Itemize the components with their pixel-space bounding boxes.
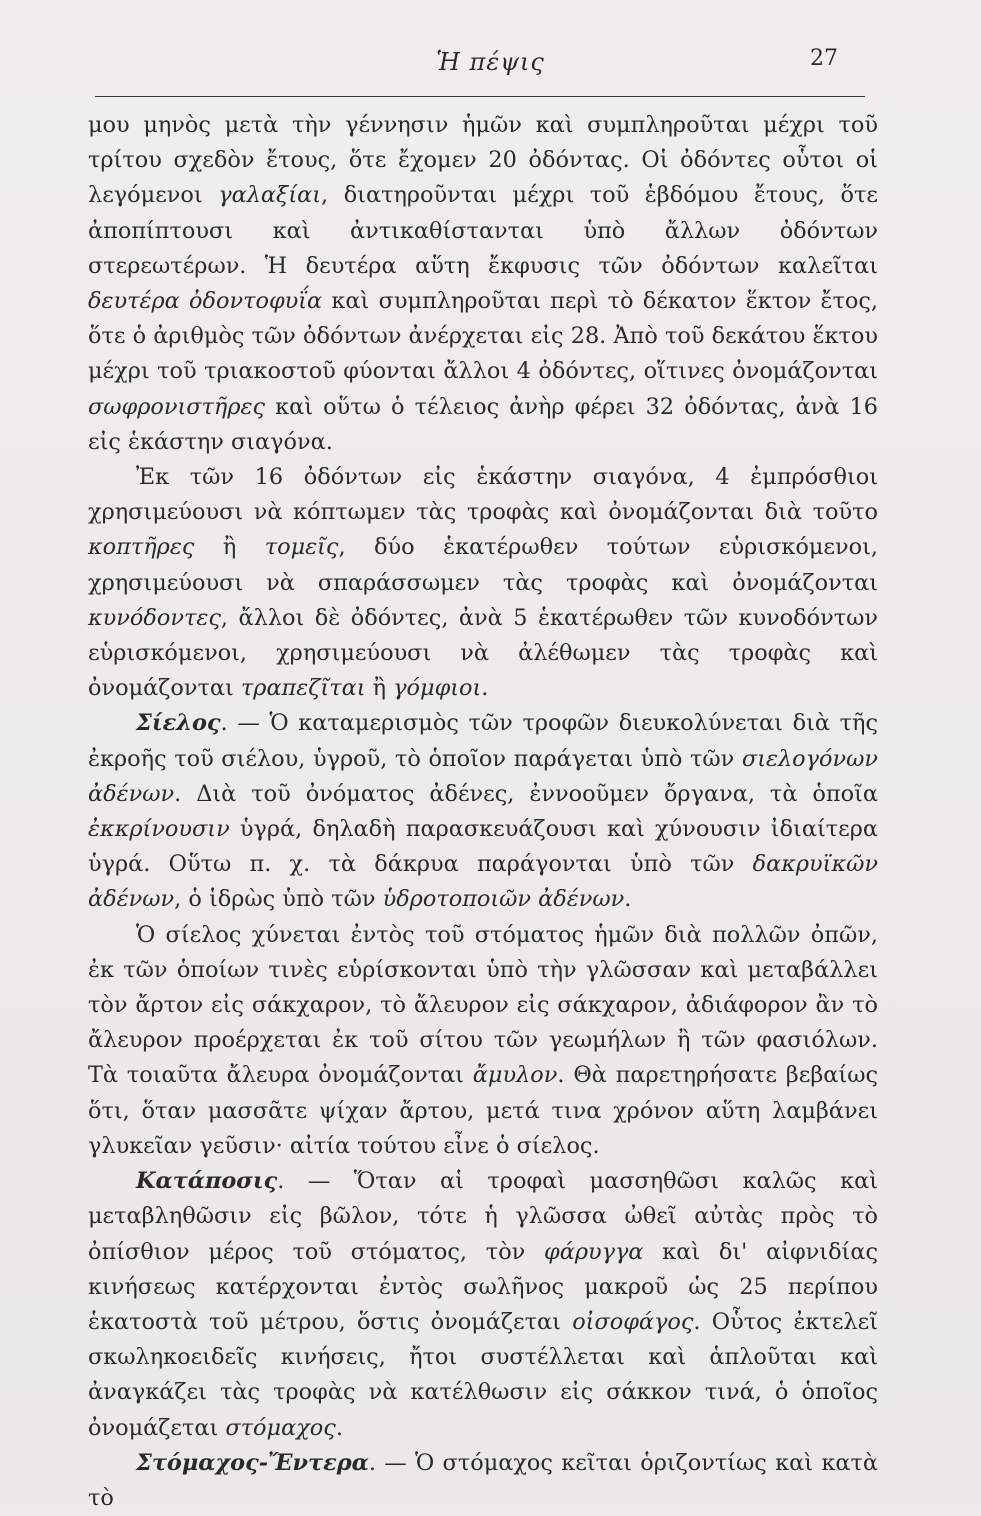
running-title: Ἡ πέψις <box>436 48 545 76</box>
paragraph-saliva <box>88 706 878 917</box>
text-run: Ἐκ τῶν 16 ὀδόντων εἰς ἑκάστην σιαγόνα, 4 ἐμπρόσθιοι χρησιμεύουσι νὰ κόπτωμεν τὰς τροφὰς καὶ ὀνομάζονται διὰ τοῦτο <box>88 464 878 526</box>
body-text <box>88 108 878 1516</box>
text-run: ἢ <box>194 534 265 561</box>
italic-term: σωφρονιστῆρες <box>88 393 266 420</box>
italic-term: ἐκκρίνουσιν <box>88 816 230 843</box>
italic-term: σιελογόνων ἀδένων <box>88 745 878 807</box>
text-run: . — Ὅταν αἱ τροφαὶ μασσηθῶσι καλῶς καὶ μεταβληθῶσιν εἰς βῶλον, τότε ἡ γλῶσσα ὠθεῖ αὐτὰς πρὸς τὸ ὀπίσθιον μέρος τοῦ στόματος, τὸν <box>88 1168 878 1265</box>
italic-term: γόμφιοι <box>393 675 482 702</box>
italic-term: ἄμυλον <box>472 1062 558 1089</box>
text-run: . <box>481 675 489 702</box>
section-heading: Σίελος <box>136 710 221 737</box>
italic-term: τομεῖς <box>264 534 339 561</box>
paragraph-stomach <box>88 1446 878 1516</box>
italic-term: στόμαχος <box>225 1414 336 1441</box>
paragraph-saliva-action <box>88 918 878 1164</box>
text-run: ἢ <box>365 675 394 702</box>
paragraph-teeth-continued <box>88 108 878 460</box>
text-run: . — Ὁ καταμερισμὸς τῶν τροφῶν διευκολύνεται διὰ τῆς ἐκροῆς τοῦ σιέλου, ὑγροῦ, τὸ ὁποῖον παράγεται ὑπὸ τῶν <box>88 710 878 772</box>
text-run: , διατηροῦνται μέχρι τοῦ ἑβδόμου ἔτους, ὅτε ἀποπίπτουσι καὶ ἀντικαθίστανται ὑπὸ ἄλλων ὀδόντων στερεωτέρων. Ἡ δευτέρα αὕτη ἔκφυσις τῶν ὀδόντων καλεῖται <box>88 182 879 279</box>
italic-term: γαλαξίαι <box>218 182 322 209</box>
italic-term: δακρυϊκῶν ἀδένων <box>88 851 878 913</box>
text-run: , δύο ἑκατέρωθεν τούτων εὑρισκόμενοι, χρησιμεύουσι νὰ σπαράσσωμεν τὰς τροφὰς καὶ ὀνομάζονται <box>88 534 878 596</box>
text-run: . <box>335 1414 343 1441</box>
text-run: . — Ὁ στόμαχος κεῖται ὁριζοντίως καὶ κατὰ τὸ <box>88 1449 878 1511</box>
italic-term: δευτέρα ὀδοντοφυΐα <box>88 288 323 315</box>
text-run: Ὁ σίελος χύνεται ἐντὸς τοῦ στόματος ἡμῶν διὰ πολλῶν ὀπῶν, ἐκ τῶν ὁποίων τινὲς εὑρίσκονται ὑπὸ τὴν γλῶσσαν καὶ μεταβάλλει τὸν ἄρτον εἰς σάκχαρον, τὸ ἄλευρον εἰς σάκχαρον, ἀδιάφορον ἂν τὸ ἄλευρον προέρχεται ἐκ τοῦ σίτου τῶν γεωμήλων ἢ τῶν φασιόλων. Τὰ τοιαῦτα ἄλευρα ὀνομάζονται <box>88 921 878 1089</box>
text-run: ὑγρά, δηλαδὴ παρασκευάζουσι καὶ χύνουσιν ἰδιαίτερα ὑγρά. Οὕτω π. χ. τὰ δάκρυα παράγονται ὑπὸ τῶν <box>88 816 878 878</box>
text-run: καὶ οὕτω ὁ τέλειος ἀνὴρ φέρει 32 ὀδόντας, ἀνὰ 16 εἰς ἑκάστην σιαγόνα. <box>88 393 878 455</box>
header-rule <box>95 96 865 97</box>
italic-term: τραπεζῖται <box>240 675 366 702</box>
page-number: 27 <box>810 46 838 71</box>
paragraph-swallowing <box>88 1164 878 1446</box>
text-run: . Οὗτος ἐκτελεῖ σκωληκοειδεῖς κινήσεις, ἤτοι συστέλλεται καὶ ἁπλοῦται καὶ ἀναγκάζει τὰς τροφὰς νὰ κατέλθωσιν εἰς σάκκον τινά, ὁ ὁποῖος ὀνομάζεται <box>88 1308 878 1441</box>
text-run: καὶ συμπληροῦται περὶ τὸ δέκατον ἕκτον ἔτος, ὅτε ὁ ἀριθμὸς τῶν ὀδόντων ἀνέρχεται εἰς 28. Ἀπὸ τοῦ δεκάτου ἕκτου μέχρι τοῦ τριακοστοῦ φύονται ἄλλοι 4 ὀδόντες, οἵτινες ὀνομάζονται <box>88 288 878 385</box>
text-run: . <box>624 886 632 913</box>
italic-term: οἰσοφάγος <box>572 1308 694 1335</box>
text-run: καὶ δι' αἰφνιδίας κινήσεως κατέρχονται ἐντὸς σωλῆνος μακροῦ ὡς 25 περίπου ἑκατοστὰ τοῦ μέτρου, ὅστις ὀνομάζεται <box>88 1238 878 1335</box>
section-heading: Στόμαχος-Ἔντερα <box>136 1449 369 1476</box>
text-run: , ἄλλοι δὲ ὀδόντες, ἀνὰ 5 ἑκατέρωθεν τῶν κυνοδόντων εὑρισκόμενοι, χρησιμεύουσι νὰ ἀλέθωμεν τὰς τροφὰς καὶ ὀνομάζονται <box>88 604 878 702</box>
paragraph-teeth-types <box>88 460 878 706</box>
text-run: . Διὰ τοῦ ὀνόματος ἀδένες, ἐννοοῦμεν ὄργανα, τὰ ὁποῖα <box>174 780 878 807</box>
italic-term: κυνόδοντες <box>88 604 221 631</box>
italic-term: ὑδροτοποιῶν ἀδένων <box>382 886 625 913</box>
section-heading: Κατάποσις <box>136 1168 278 1195</box>
italic-term: κοπτῆρες <box>88 534 195 561</box>
text-run: . Θὰ παρετηρήσατε βεβαίως ὅτι, ὅταν μασσᾶτε ψίχαν ἄρτου, μετά τινα χρόνον αὕτη λαμβάνει γλυκεῖαν γεῦσιν· αἰτία τούτου εἶνε ὁ σίελος. <box>88 1062 878 1159</box>
text-run: , ὁ ἱδρὼς ὑπὸ τῶν <box>174 886 383 913</box>
italic-term: φάρυγγα <box>544 1238 644 1265</box>
text-run: μου μηνὸς μετὰ τὴν γέννησιν ἡμῶν καὶ συμπληροῦται μέχρι τοῦ τρίτου σχεδὸν ἔτους, ὅτε ἔχομεν 20 ὀδόντας. Οἱ ὀδόντες οὗτοι οἱ λεγόμενοι <box>88 112 878 209</box>
